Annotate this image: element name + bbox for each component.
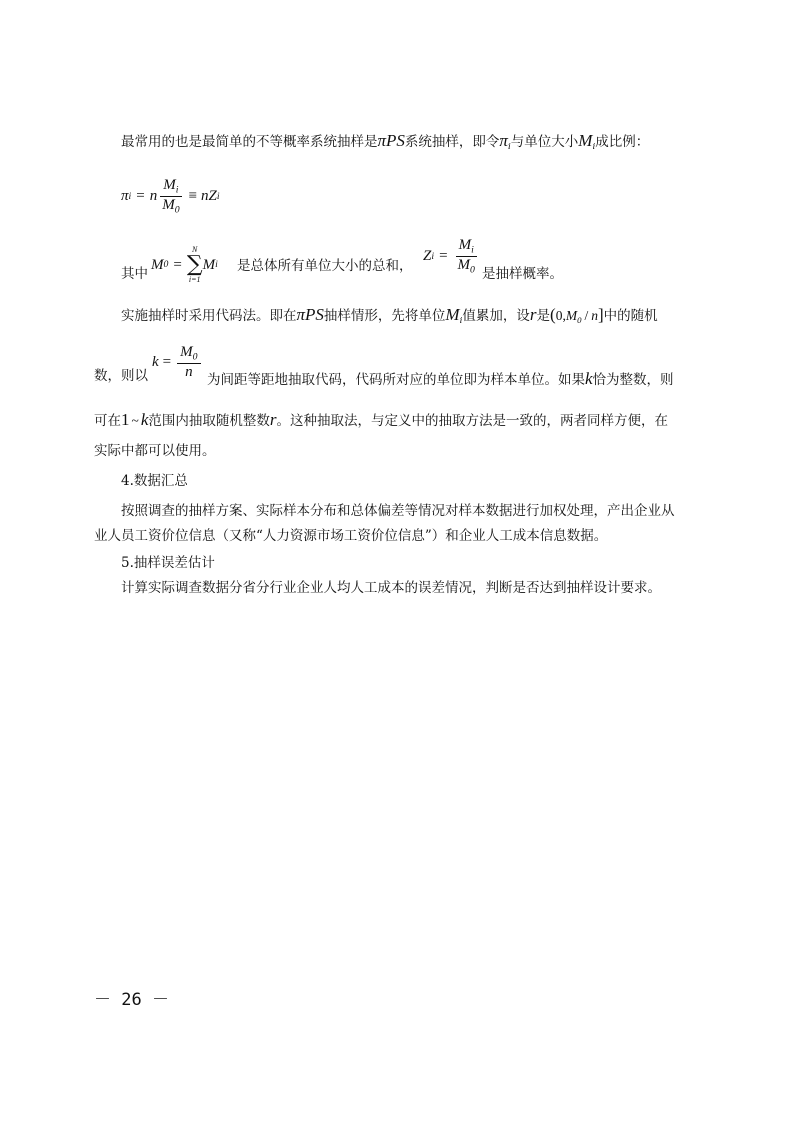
text: 与单位大小 [510,134,579,150]
math-sub: 0 [577,315,582,326]
paragraph-usage: 实际中都可以使用。 [94,443,216,459]
paragraph-pps-intro [121,132,649,152]
section-heading-error-estimate: 5.抽样误差估计 [121,555,215,571]
math-k: k [140,410,149,429]
text: 为间距等距地抽取代码，代码所对应的单位即为样本单位。如果 [207,372,585,388]
math-r: r [529,305,537,324]
math-r: r [269,410,277,429]
math-sub: i [471,244,474,256]
math-equals: = [173,256,182,273]
math-M: M [458,237,472,253]
math-sub: i [215,259,218,271]
math-equals: = [136,188,145,205]
math-n: n [591,308,598,323]
sum-upper: N [192,245,198,254]
math-nZ: nZ [201,188,217,205]
math-sub: i [175,184,179,196]
math-ps: PS [386,131,405,150]
math-M: M [162,197,175,214]
text: 可在 [94,413,121,429]
math-sub: i [459,316,463,327]
text: 。这种抽取法，与定义中的抽取方法是一致的，两者同样方便，在 [276,413,668,429]
math-sub: 0 [163,259,169,271]
text: 恰为整数，则 [592,372,674,388]
math-pi: π [296,305,306,324]
text: 是 [536,308,551,324]
math-M: M [565,308,578,323]
paragraph-range [94,411,668,429]
math-M-i: M [578,131,593,150]
math-sub: i [507,142,511,153]
fraction [455,238,478,275]
text: 最常用的也是最简单的不等概率系统抽样是 [121,134,378,150]
paragraph-code-method [121,306,658,326]
math-interval-open: ( [550,305,556,324]
equation-pi-i [121,178,220,215]
math-k: k [152,354,159,371]
math-equals: = [439,248,448,265]
math-one: 1 [121,410,130,429]
math-tilde: ~ [131,413,139,428]
text: 是总体所有单位大小的总和， [237,258,413,274]
sum-lower: i=1 [188,275,201,284]
math-sub: i [128,190,132,202]
text: 实施抽样时采用代码法。即在 [121,308,297,324]
math-k: k [585,369,593,388]
page-number: － 26 － [94,990,169,1010]
math-zero: 0, [555,308,566,323]
text: 抽样情形，先将单位 [323,308,446,324]
math-ps: PS [305,305,324,324]
math-interval-close: ] [597,305,604,324]
math-pi: π [377,131,387,150]
summation [187,246,203,284]
math-pi: π [121,188,129,205]
math-M: M [457,257,471,274]
math-M: M [202,256,216,273]
text: 系统抽样，即令 [404,134,500,150]
text: 其中 [121,266,148,282]
text: 范围内抽取随机整数 [148,413,270,429]
math-M: M [445,305,460,324]
math-equals: = [162,354,172,371]
math-sub: 0 [192,351,198,363]
math-M: M [151,256,164,273]
fraction [177,345,200,380]
math-M: M [163,177,176,193]
text: 是抽样概率。 [482,266,563,282]
sum-sigma: ∑ [186,252,203,277]
math-equiv: ≡ [188,188,198,205]
math-sub: 0 [174,204,180,216]
paragraph-weighting: 按照调查的抽样方案、实际样本分布和总体偏差等情况对样本数据进行加权处理，产出企业从 [121,503,675,519]
text: 中的随机 [603,308,658,324]
math-sub: i [592,142,596,153]
paragraph-error-estimate: 计算实际调查数据分省分行业企业人均人工成本的误差情况，判断是否达到抽样设计要求。 [121,580,661,596]
text [207,370,674,388]
fraction [159,178,182,215]
math-sub: i [216,190,220,202]
math-n: n [149,188,158,205]
math-div: / [584,308,589,323]
math-n: n [185,364,193,381]
text: 值累加，设 [462,308,530,324]
math-sub: i [431,250,435,262]
math-sub: 0 [470,264,475,276]
math-Z: Z [423,248,432,265]
paragraph-weighting-cont: 业人员工资价位信息（又称“人力资源市场工资价位信息”）和企业人工成本信息数据。 [94,528,608,544]
math-M: M [180,344,193,360]
math-pi-i: π [499,131,508,150]
section-heading-data-summary: 4.数据汇总 [121,473,188,489]
text: 数，则以 [94,368,148,384]
text: 成比例： [595,134,650,150]
